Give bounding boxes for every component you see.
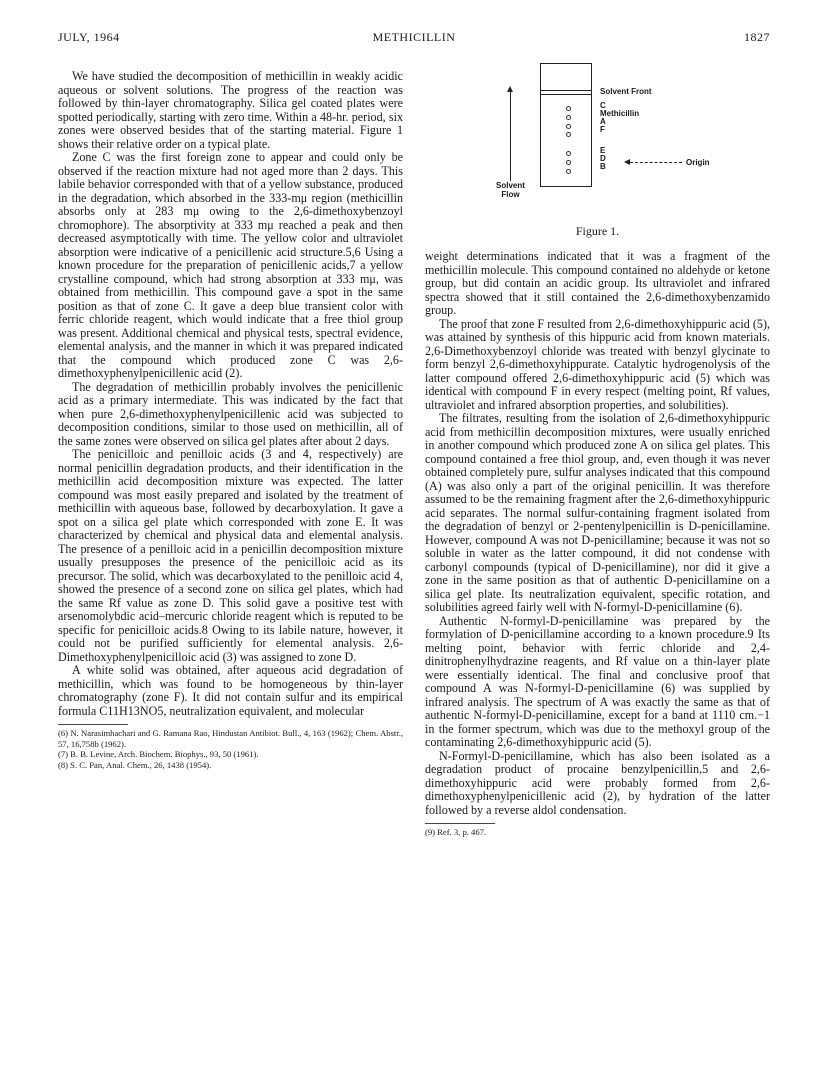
footnote: (6) N. Narasimhachari and G. Ramana Rao, Hindustan Antibiot. Bull., 4, 163 (1962); Chem. Abstr., 57, 16,758b (1962). (58, 728, 403, 749)
label-c: C (600, 101, 606, 110)
paragraph: weight determinations indicated that it was a fragment of the methicillin molecule. This compound contained no aldehyde or ketone group, but did contain an acidic group. Its ultraviolet and infrared spectra showed that it still contained the 2,6-dimethoxybenzamido group. (425, 249, 770, 317)
tlc-plate-figure (480, 55, 780, 245)
label-a: A (600, 117, 606, 126)
label-solvent-front: Solvent Front (600, 87, 652, 96)
spot-f (566, 132, 571, 137)
header-title: METHICILLIN (372, 30, 456, 44)
paragraph: A white solid was obtained, after aqueous acid degradation of methicillin, which was found to be homogeneous by thin-layer chromatography (zone F). It did not contain sulfur and its empirical formula C11H13NO5, neutralization equivalent, and molecular (58, 663, 403, 718)
paragraph: The proof that zone F resulted from 2,6-dimethoxyhippuric acid (5), was attained by synthesis of this hippuric acid from known materials. 2,6-Dimethoxybenzoyl chloride was treated with benzyl glycinate to form benzyl 2,6-dimethoxyhippurate. Catalytic hydrogenolysis of the latter compound offered 2,6-dimethoxyhippuric acid (5) which was identical with compound F in every respect (melting point, Rf values, ultraviolet and infrared absorption properties, and solubilities). (425, 316, 770, 412)
spot-d (566, 160, 571, 165)
spot-b (566, 169, 571, 174)
spot-c (566, 106, 571, 111)
solvent-flow-label: Solvent Flow (496, 181, 525, 199)
footnote: (7) B. B. Levine, Arch. Biochem. Biophys., 93, 50 (1961). (58, 749, 259, 759)
paragraph: Zone C was the first foreign zone to appear and could only be observed if the reaction mixture had not aged more than 2 days. This labile behavior corresponded with that of a yellow substance, produced in the degradation, which absorbed in the 333-mμ region (methicillin absorbs only at 283 mμ owing to the 2,6-dimethoxybenzoyl chromophore). The absorptivity at 333 mμ reached a peak and then decreased asymptotically with time. The yellow color and ultraviolet absorption were indicative of a penicillenic acid structure.5,6 Using a known procedure for the preparation of penicillenic acids,7 a yellow crystalline compound, which had strong absorption at 333 mμ, was obtained from methicillin. This compound gave a spot in the same position as that of zone C. It gave a deep blue transient color with ferric chloride reagent, which would indicate that a free thiol group was present. Additional chemical and physical tests, spectral evidence, elemental analysis, and the manner in which it was prepared indicated that the compound which produced zone C was 2,6-dimethoxyphenylpenicillenic acid (2). (58, 150, 403, 380)
page-number: 1827 (744, 30, 770, 44)
paragraph: Authentic N-formyl-D-penicillamine was prepared by the formylation of D-penicillamine according to a known procedure.9 Its melting point, behavior with ferric chloride and 2,4-dinitrophenylhydrazine reagents, and Rf value on a thin-layer plate were essentially identical. The final and conclusive proof that compound A was N-formyl-D-penicillamine (6) was supplied by infrared analysis. The spectrum of A was exactly the same as that of authentic N-formyl-D-penicillamine, except for a band at 1110 cm.−1 in the former spectrum, which was due to the methoxyl group of the contaminating 2,6-dimethoxyhippuric acid (5). (425, 613, 770, 749)
solvent-flow-arrow (510, 91, 511, 181)
footnote: (8) S. C. Pan, Anal. Chem., 26, 1438 (1954). (58, 759, 212, 770)
spot-a (566, 124, 571, 129)
tlc-plate (540, 63, 592, 187)
left-column (58, 70, 403, 1030)
label-methicillin: Methicillin (600, 109, 640, 118)
spot-methicillin (566, 115, 571, 120)
label-origin: Origin (686, 158, 710, 167)
label-e: E (600, 146, 606, 155)
figure-caption: Figure 1. (575, 224, 620, 238)
label-b: B (600, 162, 606, 171)
label-f: F (600, 125, 605, 134)
right-column (425, 250, 770, 838)
paragraph: We have studied the decomposition of methicillin in weakly acidic aqueous or solvent solutions. The progress of the reaction was followed by thin-layer chromatography. Silica gel coated plates were spotted periodically, starting with zero time. Within a 48-hr. period, six zones were observed besides that of the starting material. Figure 1 shows their relative order on a typical plate. (58, 69, 403, 151)
label-d: D (600, 154, 606, 163)
running-header (58, 30, 770, 46)
spot-e (566, 151, 571, 156)
footnotes-right (425, 823, 770, 838)
header-date: JULY, 1964 (58, 30, 120, 44)
paragraph: The degradation of methicillin probably involves the penicillenic acid as a primary intermediate. This was indicated by the fact that when pure 2,6-dimethoxyphenylpenicillenic acid was subjected to decomposition conditions, similar to those used on methicillin, all of the same zones were observed on silica gel plates after about 2 days. (58, 379, 403, 448)
paragraph: N-Formyl-D-penicillamine, which has also been isolated as a degradation product of procaine benzylpenicillin,5 and 2,6-dimethoxyhippuric acid were probably formed from 2,6-dimethoxyphenylpenicillenic acid (2), by hydration of the latter followed by a reverse aldol condensation. (425, 748, 770, 817)
origin-arrow (630, 162, 682, 163)
paragraph: The penicilloic and penilloic acids (3 and 4, respectively) are normal penicillin degradation products, and their identification in the methicillin acid decomposition mixture was expected. The latter compound was most easily prepared and isolated by the treatment of methicillin with aqueous base, followed by decarboxylation. It gave a spot on a silica gel plate which corresponded with zone E. It was characterized by chemical and physical data and elemental analysis. The presence of a penilloic acid in a penicillin decomposition mixture usually presupposes the presence of the penicilloic acid as its precursor. The solid, which was decarboxylated to the penilloic acid 4, showed the presence of a second zone on silica gel plates, which had the same Rf value as zone D. This solid gave a positive test with arsenomolybdic acid–mercuric chloride reagent which is reputed to be specific for penicilloic acids.8 Owing to its labile nature, however, it could not be purified sufficiently for elemental analysis. 2,6-Dimethoxyphenylpenicilloic acid (3) was assigned to zone D. (58, 447, 403, 664)
paragraph: The filtrates, resulting from the isolation of 2,6-dimethoxyhippuric acid from methicillin decomposition mixtures, were usually enriched in another compound which produced zone A on silica gel plates. This compound contained a free thiol group, and, even though it was never obtained completely pure, sulfur analyses indicated that this compound (A) was also only a part of the original penicillin. It was therefore assumed to be the remaining fragment after the 2,6-dimethoxyhippuric acid separates. The normal sulfur-containing fragment isolated from the degradation of benzyl or 2-pentenylpenicillin is D-penicillamine. However, compound A was not D-penicillamine; because it was not so soluble in water as the latter compound, it did not condense with carbonyl compounds (typical of D-penicillamine), nor did it give a zone in the same position as that of authentic D-penicillamine on a silica gel plate. Its neutralization equivalent, specific rotation, and solubilities agreed fairly well with N-formyl-D-penicillamine (6). (425, 411, 770, 614)
footnotes-left (58, 724, 403, 770)
footnote: (9) Ref. 3, p. 467. (425, 827, 487, 837)
